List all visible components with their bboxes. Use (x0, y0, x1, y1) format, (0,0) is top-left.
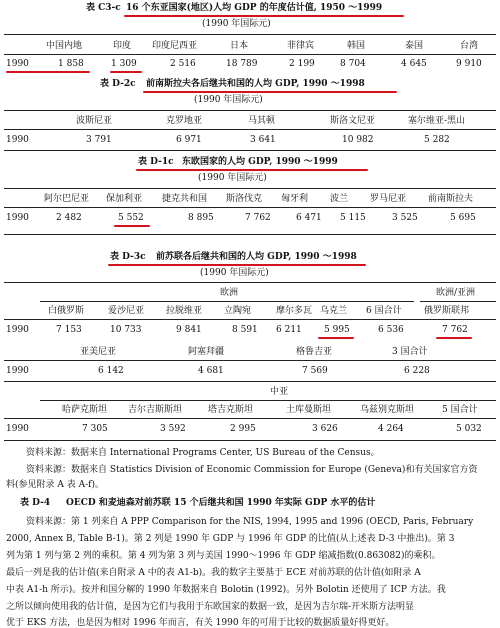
red-underline-c3c-row (6, 71, 90, 73)
d1c-value-yugoslavia: 5 695 (450, 213, 476, 223)
red-underline-d1c-caption (136, 169, 368, 171)
d1c-value-albania: 2 482 (56, 213, 82, 223)
d3c-bottom-rule (4, 440, 496, 441)
d3c-header-5-total: 5 国合计 (442, 405, 478, 415)
d3c-value-estonia: 10 733 (110, 325, 142, 335)
d1c-value-bulgaria: 5 552 (118, 213, 144, 223)
d3c-header-lithuania: 立陶宛 (224, 306, 252, 316)
d2c-header-serbia: 塞尔维亚-黑山 (408, 116, 466, 126)
c3c-header-taiwan: 台湾 (460, 41, 479, 51)
table-d2c-caption: 前南斯拉夫各后继共和国的人均 GDP, 1990 ～1998 (146, 79, 365, 89)
d2c-value-bosnia: 3 791 (86, 135, 112, 145)
table-d3c-title: 表 D-3c (110, 252, 146, 262)
d3c-central-asia-group-rule (40, 400, 496, 401)
red-underline-d3c-russia (436, 337, 472, 339)
d1c-header-slovakia: 斯洛伐克 (226, 194, 263, 204)
d3c-row3-rule (4, 418, 496, 419)
d2c-value-serbia: 5 282 (424, 135, 450, 145)
c3c-value-indonesia: 2 516 (170, 59, 196, 69)
c3c-header-thailand: 泰国 (405, 41, 424, 51)
d2c-header-macedonia: 马其顿 (248, 116, 276, 126)
c3c-value-thailand: 4 645 (401, 59, 427, 69)
table-d3c-rule-top (4, 282, 496, 283)
d2c-header-bosnia: 波斯尼亚 (76, 116, 113, 126)
table-d1c-rule-bottom (4, 234, 496, 235)
table-d2c-rule-bottom (4, 150, 496, 151)
red-underline-d3c-caption (108, 264, 366, 266)
table-d2c-unit: (1990 年国际元) (194, 95, 263, 105)
table-d1c-rule-mid (4, 207, 496, 208)
d3c-value-turkmenistan: 3 626 (312, 424, 338, 434)
table-c3c-rule-mid (4, 54, 496, 55)
d3c-header-moldova: 摩尔多瓦 (276, 306, 313, 316)
d4-source-line-5: 中表 A1-h 所示)。按并和国分解的 1990 年数据来自 Bolotin (1992)。另外 Bolotin 还使用了 ICP 方法。我 (6, 585, 446, 595)
red-underline-c3c-india (110, 71, 142, 73)
red-underline-d1c-bulgaria (114, 225, 150, 227)
d3c-value-kazakhstan: 7 305 (82, 424, 108, 434)
d3c-header-tajikistan: 塔吉克斯坦 (208, 405, 254, 415)
d3c-value-armenia: 6 142 (98, 366, 124, 376)
c3c-value-india: 1 309 (111, 59, 137, 69)
d1c-value-slovakia: 7 762 (245, 213, 271, 223)
table-d3c-caption: 前苏联各后继共和国的人均 GDP, 1990 ～1998 (156, 252, 357, 262)
d3c-header-armenia: 亚美尼亚 (80, 347, 117, 357)
d3c-header-ukraine: 乌克兰 (320, 306, 348, 316)
d3c-value-tajikistan: 2 995 (230, 424, 256, 434)
c3c-header-india: 印度 (113, 41, 132, 51)
d3c-value-moldova: 6 211 (276, 325, 302, 335)
d2c-value-slovenia: 10 982 (342, 135, 374, 145)
d4-source-line-3: 列为第 1 列与第 2 列的乘积。第 4 列为第 3 列与美国 1990～1996 年 GDP 缩减指数(0.863082)的乘积。 (6, 551, 441, 561)
d2c-value-macedonia: 3 641 (250, 135, 276, 145)
d3c-header-georgia: 格鲁吉亚 (296, 347, 333, 357)
c3c-header-indonesia: 印度尼西亚 (152, 41, 198, 51)
d3c-value-6-total: 6 536 (378, 325, 404, 335)
d3c-header-turkmenistan: 土库曼斯坦 (286, 405, 332, 415)
table-c3c-caption: 16 个东亚国家(地区)人均 GDP 的年度估计值, 1950 ～1999 (126, 3, 383, 13)
red-underline-d3c-ukraine (318, 337, 354, 339)
table-c3c-rule-top (4, 34, 496, 35)
d3c-header-azerbaijan: 阿塞拜疆 (188, 347, 225, 357)
d3c-value-belarus: 7 153 (56, 325, 82, 335)
red-underline-d2c-caption (143, 91, 397, 93)
d3c-value-lithuania: 8 591 (232, 325, 258, 335)
d2c-header-croatia: 克罗地亚 (166, 116, 203, 126)
d2c-year: 1990 (6, 135, 29, 145)
d1c-header-poland: 波兰 (330, 194, 349, 204)
d3c-value-uzbekistan: 4 264 (378, 424, 404, 434)
d3c-row2-rule (4, 360, 496, 361)
d3c-row2-year: 1990 (6, 366, 29, 376)
table-d4-title: 表 D-4 (20, 498, 51, 508)
d3c-header-3-total: 3 国合计 (392, 347, 428, 357)
d2c-value-croatia: 6 971 (176, 135, 202, 145)
table-d1c-title: 表 D-1c (138, 157, 174, 167)
c3c-value-china: 1 858 (58, 59, 84, 69)
d3c-group-europe: 欧洲 (220, 288, 239, 298)
d3c-value-russia: 7 762 (442, 325, 468, 335)
c3c-header-japan: 日本 (230, 41, 249, 51)
table-d3c-unit: (1990 年国际元) (200, 268, 269, 278)
c3c-value-korea: 8 704 (340, 59, 366, 69)
d3c-value-georgia: 7 569 (302, 366, 328, 376)
d3c-header-uzbekistan: 乌兹别克斯坦 (360, 405, 415, 415)
red-underline-c3c-caption (124, 15, 404, 17)
d1c-header-hungary: 匈牙利 (281, 194, 309, 204)
table-d2c-title: 表 D-2c (100, 79, 136, 89)
source-note-2-line1: 资料来源：数据来自 Statistics Division of Economic Commission for Europe (Geneva)和有关国家官方资 (26, 465, 478, 475)
d3c-value-latvia: 9 841 (176, 325, 202, 335)
d4-source-line-7: 优于 EKS 方法，也是因为相对 1996 年而言，有关 1990 年的可用于比较的数据质量好得更好。 (6, 618, 395, 628)
d3c-header-estonia: 爱沙尼亚 (108, 306, 145, 316)
d3c-header-russia: 俄罗斯联邦 (424, 306, 470, 316)
d3c-header-kyrgyzstan: 吉尔吉斯斯坦 (128, 405, 183, 415)
d3c-value-ukraine: 5 995 (324, 325, 350, 335)
d3c-header-belarus: 白俄罗斯 (48, 306, 85, 316)
c3c-header-china: 中国内地 (46, 41, 83, 51)
c3c-value-taiwan: 9 910 (456, 59, 482, 69)
table-d2c-rule-top (4, 110, 496, 111)
table-d1c-unit: (1990 年国际元) (198, 173, 267, 183)
c3c-value-philippines: 2 199 (289, 59, 315, 69)
table-d2c-rule-mid (4, 129, 496, 130)
d4-source-line-4: 最后一列是我的估计值(来自附录 A 中的表 A1-b)。我的数字主要基于 ECE 对前苏联的估计值(如附录 A (6, 568, 421, 578)
d2c-header-slovenia: 斯洛文尼亚 (330, 116, 376, 126)
table-d4-caption: OECD 和麦迪森对前苏联 15 个后继共和国 1990 年实际 GDP 水平的估计 (66, 498, 376, 508)
c3c-header-philippines: 菲律宾 (287, 41, 315, 51)
d3c-value-kyrgyzstan: 3 592 (160, 424, 186, 434)
d1c-header-czech: 捷克共和国 (162, 194, 208, 204)
d1c-header-yugoslavia: 前南斯拉夫 (428, 194, 474, 204)
d4-source-line-6: 之所以倾向使用我的估计值，是因为它们与我用于东欧国家的数据一致，是因为吉尔瑞-开米斯方法明显 (6, 602, 415, 612)
d3c-euroasia-group-rule (420, 301, 496, 302)
source-note-1: 资料来源：数据来自 International Programs Center, US Bureau of the Census。 (26, 448, 380, 458)
d1c-value-czech: 8 895 (188, 213, 214, 223)
table-d1c-caption: 东欧国家的人均 GDP, 1990 ～1999 (182, 157, 338, 167)
d3c-row1-year: 1990 (6, 325, 29, 335)
d3c-header-kazakhstan: 哈萨克斯坦 (62, 405, 108, 415)
d3c-row1-rule (4, 319, 496, 320)
d3c-group-central-asia: 中亚 (270, 387, 289, 397)
table-c3c-title: 表 C3-c (86, 3, 121, 13)
c3c-year: 1990 (6, 59, 29, 69)
d4-source-line-1: 资料来源：第 1 列来自 A PPP Comparison for the NIS, 1994, 1995 and 1996 (OECD, Paris, February (26, 517, 474, 527)
d3c-value-azerbaijan: 4 681 (198, 366, 224, 376)
d1c-header-bulgaria: 保加利亚 (106, 194, 143, 204)
d3c-value-3-total: 6 228 (404, 366, 430, 376)
d3c-europe-group-rule (40, 301, 414, 302)
d3c-header-latvia: 拉脱维亚 (166, 306, 203, 316)
d4-source-line-2: 2000, Annex B, Table B-1)。第 2 列是 1990 年 GDP 与 1996 年 GDP 的比值(从上述表 D-3 中推出)。第 3 (6, 534, 455, 544)
d1c-header-albania: 阿尔巴尼亚 (44, 194, 90, 204)
c3c-header-korea: 韩国 (347, 41, 366, 51)
d1c-value-poland: 5 115 (340, 213, 366, 223)
d1c-year: 1990 (6, 213, 29, 223)
table-c3c-unit: (1990 年国际元) (202, 19, 271, 29)
d3c-value-5-total: 5 032 (456, 424, 482, 434)
source-note-2-line2: 料(参见附录 A 表 A-f)。 (6, 480, 104, 490)
d1c-value-romania: 3 525 (392, 213, 418, 223)
d3c-group-euroasia: 欧洲/亚洲 (436, 288, 476, 298)
table-d1c-rule-top (4, 188, 496, 189)
d3c-row2-bottom-rule (4, 381, 496, 382)
d1c-value-hungary: 6 471 (296, 213, 322, 223)
d1c-header-romania: 罗马尼亚 (370, 194, 407, 204)
c3c-value-japan: 18 789 (226, 59, 258, 69)
d3c-header-6-total: 6 国合计 (366, 306, 402, 316)
d3c-row3-year: 1990 (6, 424, 29, 434)
